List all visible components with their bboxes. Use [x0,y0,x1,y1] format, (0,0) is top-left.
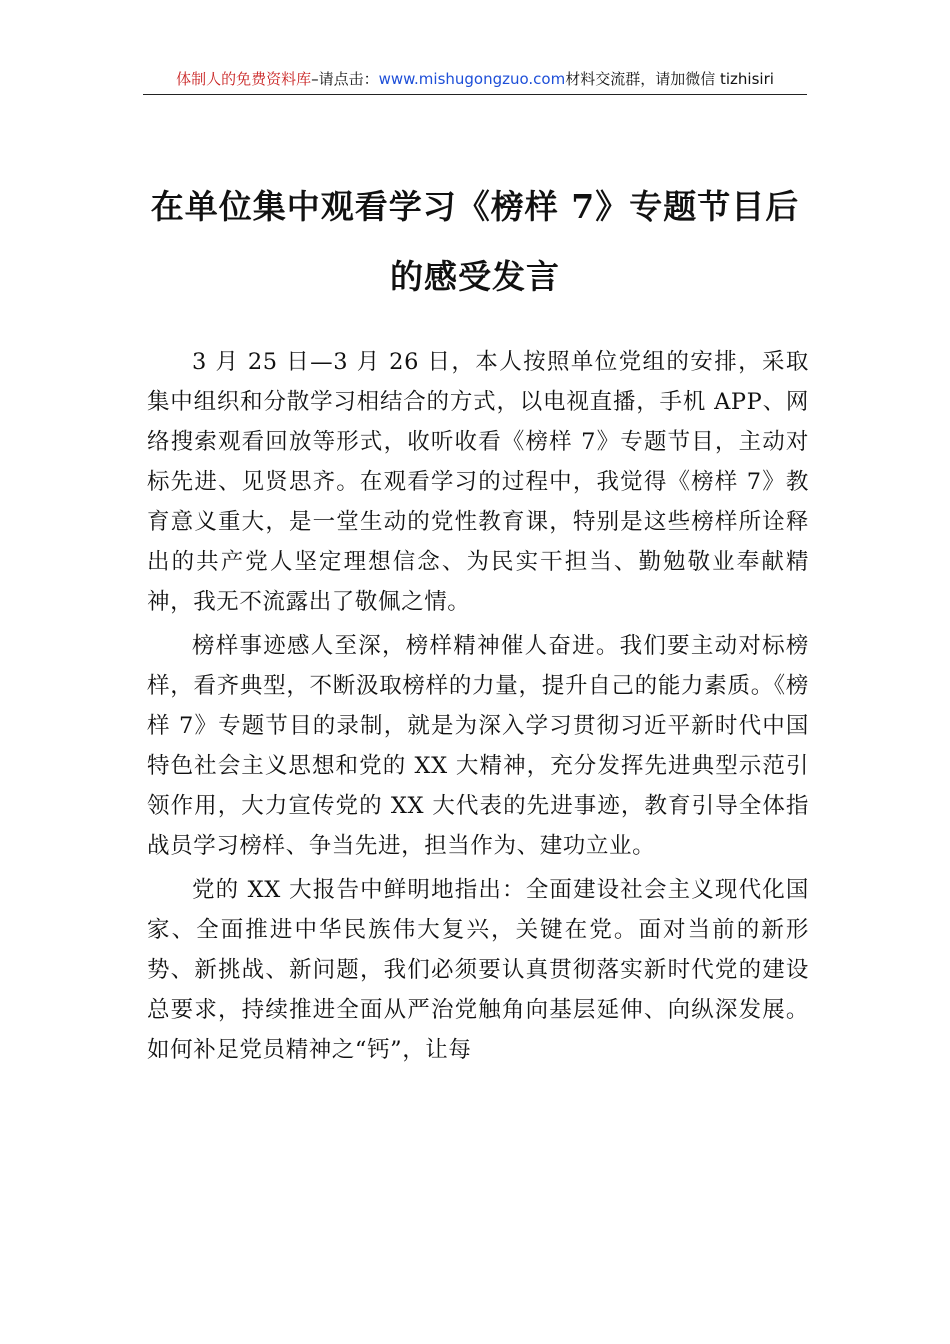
paragraph-2: 榜样事迹感人至深，榜样精神催人奋进。我们要主动对标榜样，看齐典型，不断汲取榜样的力量，提升自己的能力素质。《榜样 7》专题节目的录制，就是为深入学习贯彻习近平新时代中国特色社会主义思想和党的 XX 大精神，充分发挥先进典型示范引领作用，大力宣传党的 XX 大代表的先进事迹，教育引导全体指战员学习榜样、争当先进，担当作为、建功立业。 [147,633,809,859]
header-brand-text: 体制人的免费资料库 [176,70,312,88]
header-website-link[interactable]: www.mishugongzuo.com [378,70,566,88]
header-click-text: –请点击： [311,70,379,88]
header-wechat-text: 材料交流群，请加微信 tizhisiri [565,70,774,88]
page-header [143,66,807,95]
title-line-2: 的感受发言 [390,257,560,296]
paragraph-3: 党的 XX 大报告中鲜明地指出：全面建设社会主义现代化国家、全面推进中华民族伟大复兴，关键在党。面对当前的新形势、新挑战、新问题，我们必须要认真贯彻落实新时代党的建设总要求，持续推进全面从严治党触角向基层延伸、向纵深发展。如何补足党员精神之“钙”，让每 [147,877,809,1063]
paragraph-1: 3 月 25 日—3 月 26 日，本人按照单位党组的安排，采取集中组织和分散学习相结合的方式，以电视直播，手机 APP、网络搜索观看回放等形式，收听收看《榜样 7》专题节目，主动对标先进、见贤思齐。在观看学习的过程中，我觉得《榜样 7》教育意义重大，是一堂生动的党性教育课，特别是这些榜样所诠释出的共产党人坚定理想信念、为民实干担当、勤勉敬业奉献精神，我无不流露出了敬佩之情。 [147,349,809,615]
document-title [143,172,807,312]
document-body [147,342,809,1074]
title-line-1: 在单位集中观看学习《榜样 7》专题节目后 [150,187,800,226]
